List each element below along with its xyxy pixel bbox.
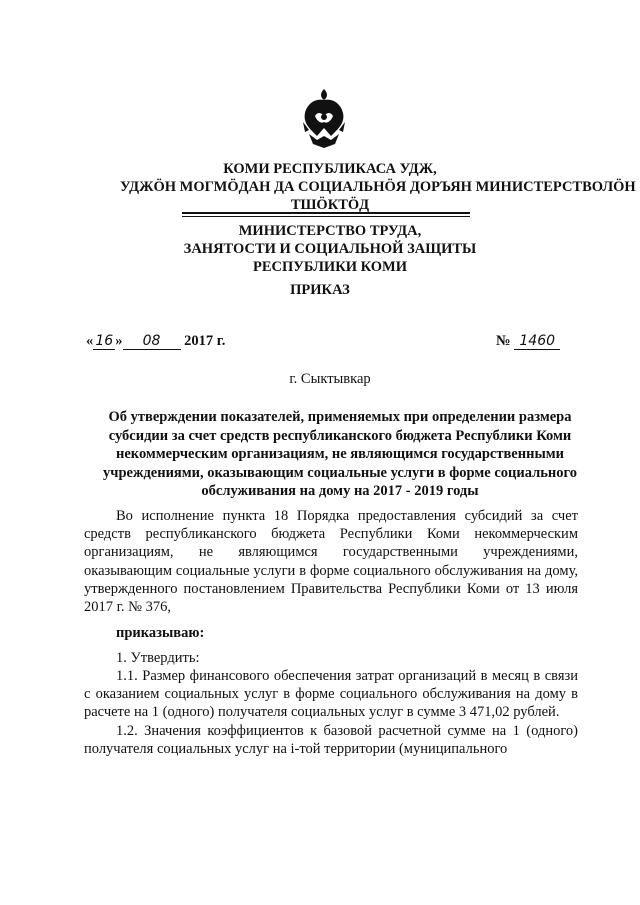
header-komi	[120, 160, 636, 214]
item-1: 1. Утвердить:	[116, 650, 200, 666]
order-date	[86, 333, 225, 350]
header-komi-line2: УДЖÖН МОГМÖДАН ДА СОЦИАЛЬНÖЯ ДОРЪЯН МИНИСТЕРСТВОЛÖН	[120, 179, 636, 195]
date-month: 08	[123, 333, 181, 350]
preamble-paragraph: Во исполнение пункта 18 Порядка предоставления субсидий за счет средств республиканского бюджета Республики Коми некоммерческим организациям, не являющимся государственными учреждениями, оказывающим социальные услуги в форме социального обслуживания на дому, утвержденного постановлением Правительства Республики Коми от 13 июля 2017 г. № 376,	[84, 508, 578, 616]
title-line1: Об утверждении показателей, применяемых при определении размера	[108, 409, 572, 425]
order-word: приказываю:	[116, 625, 205, 641]
header-ru-line1: МИНИСТЕРСТВО ТРУДА,	[238, 223, 422, 239]
document-title	[100, 408, 580, 501]
header-ru	[160, 222, 500, 276]
title-line4: учреждениями, оказывающим социальные услуги в форме социального	[103, 464, 577, 481]
header-komi-line1: КОМИ РЕСПУБЛИКАСА УДЖ,	[223, 161, 437, 177]
item-1-2: 1.2. Значения коэффициентов к базовой расчетной сумме на 1 (одного) получателя социальных услуг на i-той территории (муниципального	[84, 723, 578, 758]
date-open-quote: «	[86, 333, 94, 349]
item-1-1: 1.1. Размер финансового обеспечения затрат организаций в месяц в связи с оказанием социальных услуг в форме социального обслуживания на дому в расчете на 1 (одного) получателя социальных услуг в сумме 3 471,02 рублей.	[84, 668, 578, 721]
header-ru-line3: РЕСПУБЛИКИ КОМИ	[252, 259, 408, 275]
order-number-label: №	[496, 333, 511, 349]
header-ru-line2: ЗАНЯТОСТИ И СОЦИАЛЬНОЙ ЗАЩИТЫ	[183, 241, 477, 257]
date-year: 2017 г.	[184, 333, 226, 349]
order-number-value: 1460	[514, 333, 560, 350]
title-line3: некоммерческим организациям, не являющимся государственными	[116, 446, 564, 462]
date-day: 16	[93, 333, 115, 350]
header-divider-thick	[182, 212, 470, 214]
komi-coat-of-arms-icon	[299, 86, 349, 150]
document-type: ПРИКАЗ	[290, 282, 350, 298]
title-line2: субсидии за счет средств республиканского бюджета Республики Коми	[108, 427, 572, 444]
city: г. Сыктывкар	[289, 371, 371, 387]
date-close-quote: »	[115, 333, 123, 349]
order-number	[496, 333, 560, 350]
header-divider-thin	[182, 216, 470, 217]
header-komi-line3: ТШÖКТÖД	[290, 197, 370, 213]
title-line5: обслуживания на дому на 2017 - 2019 годы	[201, 483, 479, 499]
